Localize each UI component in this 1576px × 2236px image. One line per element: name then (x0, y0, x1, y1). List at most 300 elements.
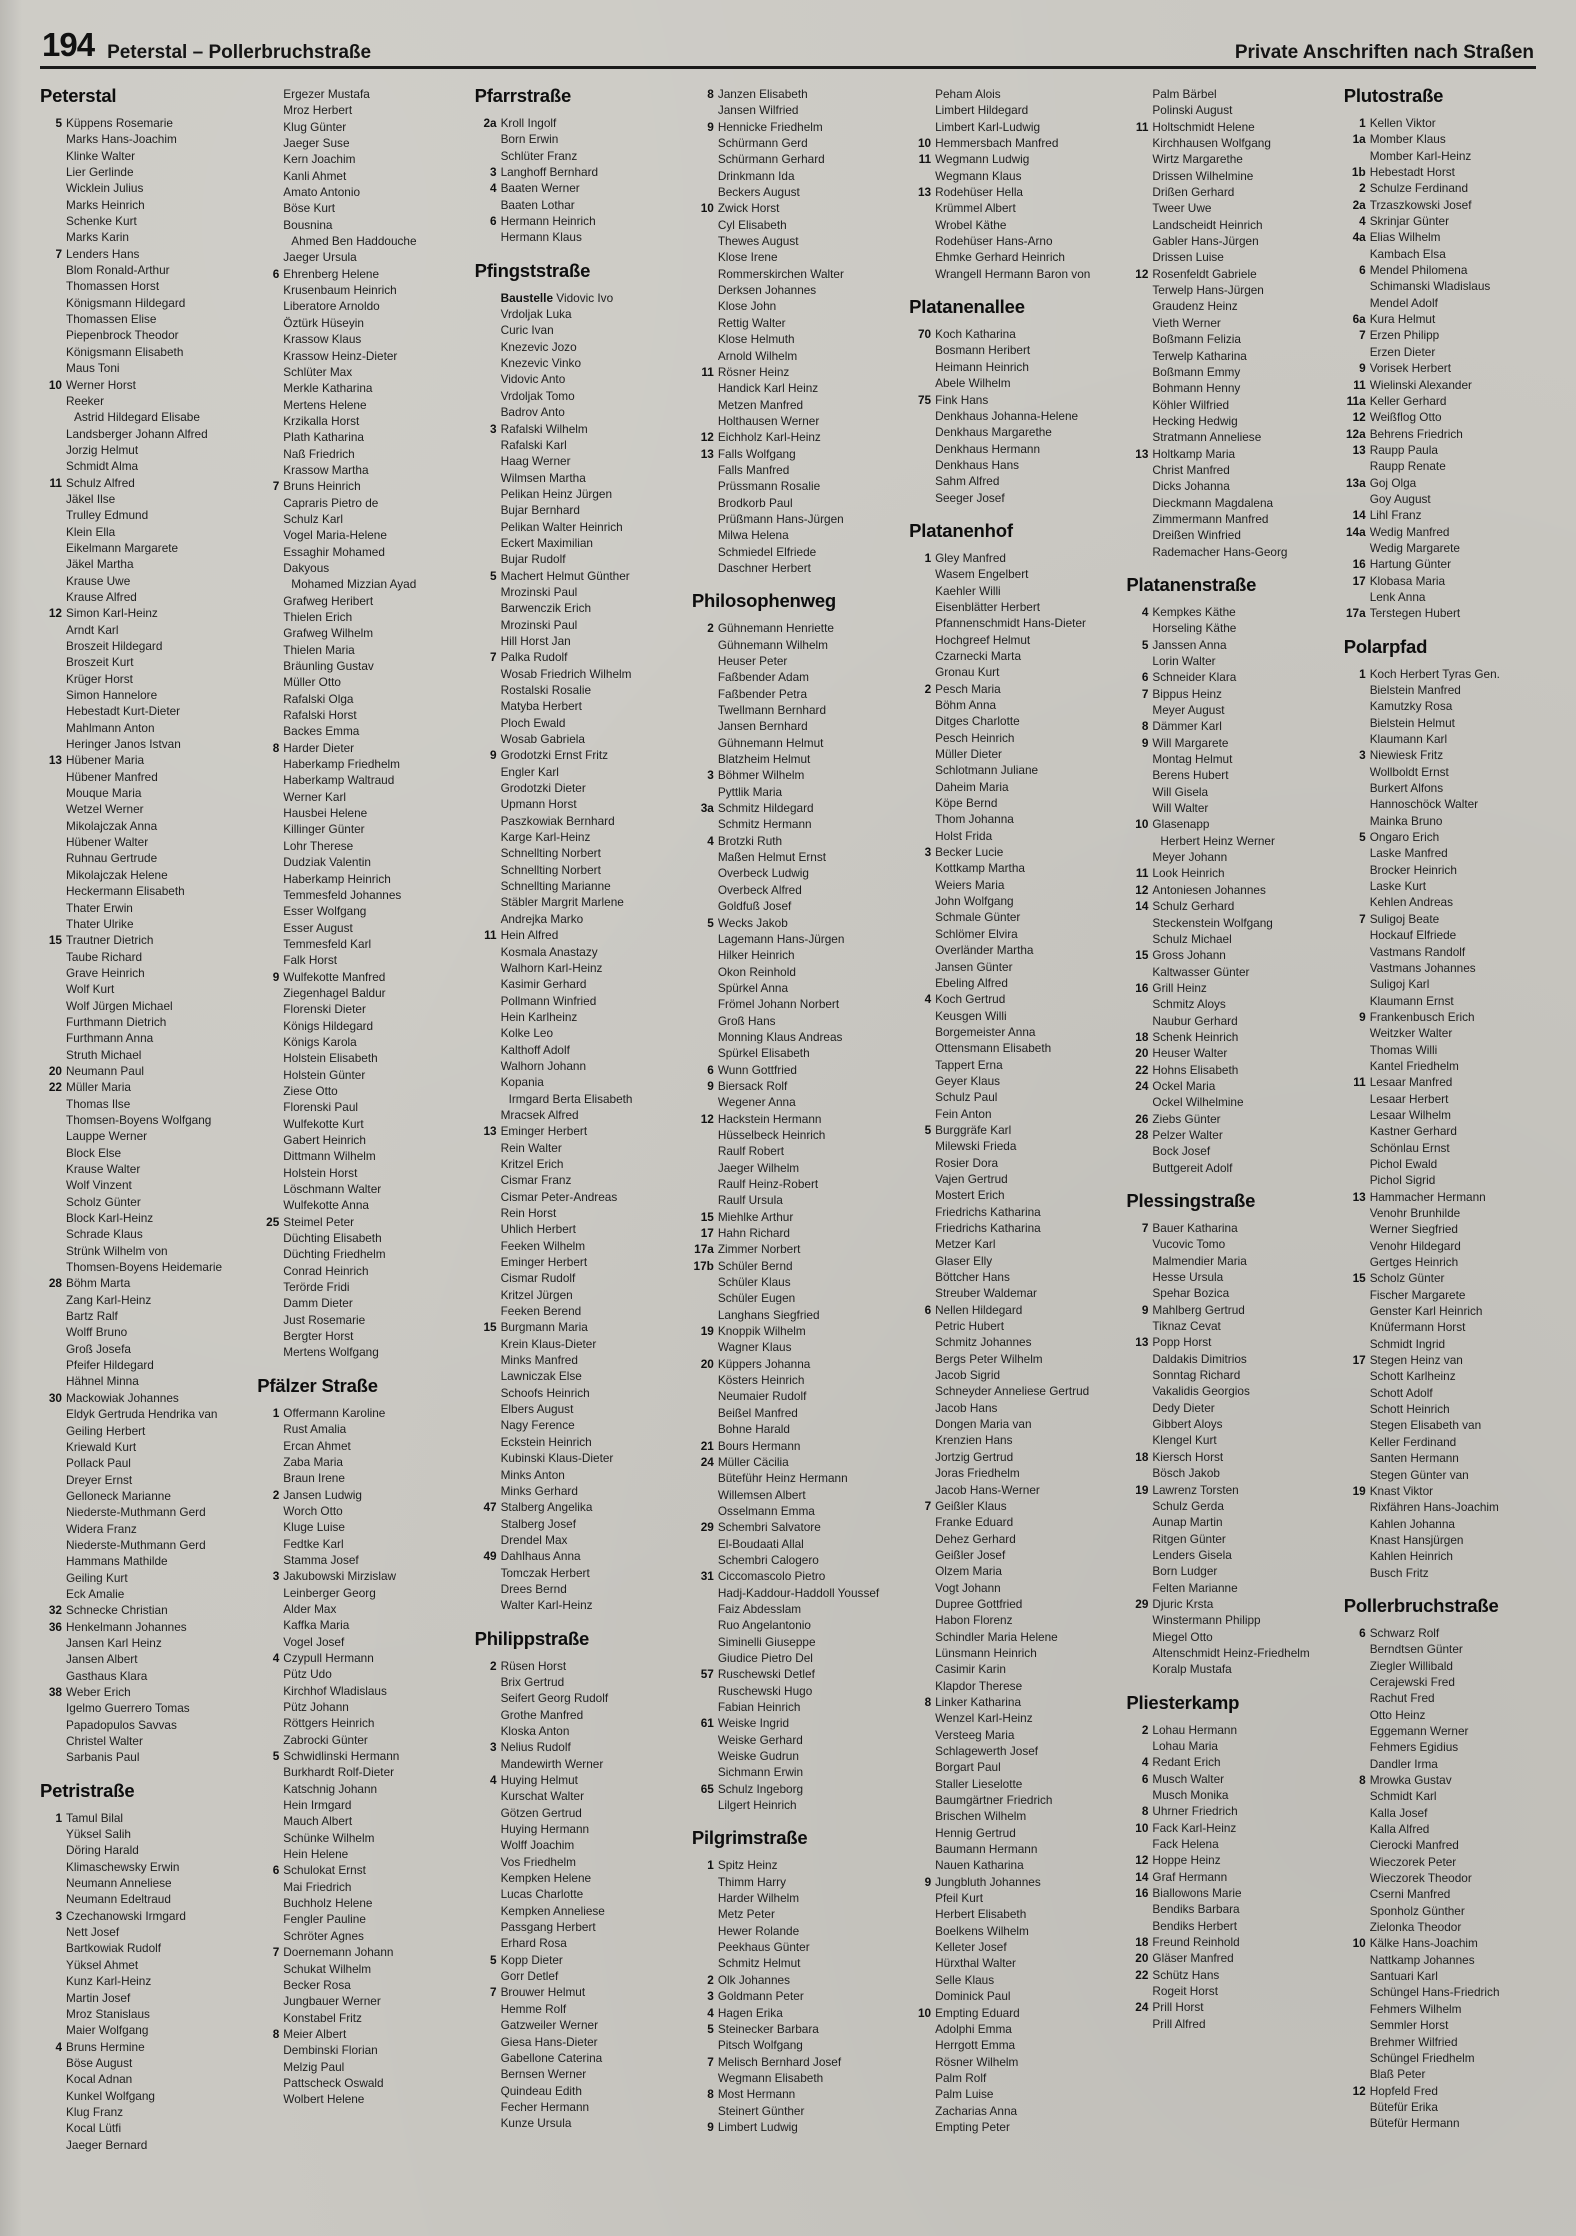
resident-name: Rein Horst (500, 1206, 557, 1220)
resident-name: Harder Wilhelm (717, 1891, 800, 1906)
house-number: 8 (1359, 1773, 1366, 1787)
directory-entry (1126, 1885, 1330, 1901)
resident-name: Mostert Erich (935, 1188, 1005, 1203)
resident-name: Kirchhof Wladislaus (283, 1683, 387, 1698)
directory-entry (692, 266, 896, 282)
directory-entry (692, 119, 896, 135)
resident-name: Wrobel Käthe (935, 217, 1007, 232)
resident-name: Klose Irene (717, 250, 778, 265)
resident-name: Schnellting Norbert (500, 846, 601, 861)
resident-name: Pesch Maria (935, 681, 1001, 696)
directory-entry (257, 315, 461, 331)
resident-name: Geyer Klaus (935, 1073, 1001, 1088)
resident-name: Krzikalla Horst (283, 413, 360, 428)
directory-entry (475, 1189, 679, 1205)
directory-entry (1126, 1013, 1330, 1029)
house-number: 6 (707, 1062, 714, 1077)
resident-name: Ottensmann Elisabeth (935, 1041, 1052, 1056)
resident-name: Drinkmann Ida (717, 168, 795, 183)
resident-name: Montag Helmut (1152, 752, 1233, 767)
directory-entry (1126, 364, 1330, 380)
resident-name: Kolke Leo (500, 1026, 554, 1041)
directory-entry (909, 1890, 1113, 1906)
resident-name: Elias Wilhelm (1369, 230, 1441, 245)
directory-entry (1344, 1417, 1548, 1433)
resident-name: Erzen Philipp (1369, 328, 1440, 343)
directory-entry (40, 622, 244, 638)
directory-entry (909, 599, 1113, 615)
directory-entry (1126, 1629, 1330, 1645)
directory-entry (475, 1221, 679, 1237)
directory-entry (40, 1047, 244, 1063)
directory-entry (1344, 1172, 1548, 1188)
resident-name: Zabrocki Günter (283, 1732, 368, 1747)
house-number: 13 (700, 446, 714, 461)
resident-name: Eggemann Werner (1369, 1723, 1469, 1738)
directory-entry (1126, 1612, 1330, 1628)
directory-entry (257, 1536, 461, 1552)
directory-column-5 (909, 86, 1113, 2228)
resident-name: Mroz Herbert (283, 103, 353, 118)
directory-entry (1344, 1238, 1548, 1254)
resident-name: Döring Harald (66, 1843, 139, 1858)
resident-name: Graf Hermann (1152, 1869, 1228, 1884)
directory-entry (40, 1619, 244, 1635)
directory-entry (1344, 1565, 1548, 1581)
resident-name: Piepenbrock Theodor (66, 328, 179, 343)
house-number: 7 (707, 2054, 714, 2069)
directory-entry (257, 1961, 461, 1977)
resident-name: Popp Horst (1152, 1335, 1212, 1350)
resident-name: Maier Wolfgang (66, 2023, 149, 2038)
directory-entry (1344, 1467, 1548, 1483)
directory-entry (475, 1009, 679, 1025)
directory-entry (40, 801, 244, 817)
house-number: 32 (48, 1603, 62, 1618)
resident-name: Braun Irene (283, 1471, 345, 1486)
directory-entry (692, 298, 896, 314)
resident-name: Königsmann Elisabeth (66, 344, 184, 359)
directory-entry (1344, 1025, 1548, 1041)
directory-entry (692, 331, 896, 347)
directory-entry (909, 441, 1113, 457)
directory-entry (475, 1707, 679, 1723)
directory-entry (40, 1940, 244, 1956)
resident-name: Klose John (717, 299, 777, 314)
resident-name: Goldmann Peter (717, 1989, 804, 2004)
directory-entry (257, 348, 461, 364)
resident-name: Schrade Klaus (66, 1227, 143, 1242)
resident-name: Klengel Kurt (1152, 1433, 1217, 1448)
resident-name: Merkle Katharina (283, 381, 373, 396)
resident-name: Wollboldt Ernst (1369, 764, 1449, 779)
resident-name: Wilmsen Martha (500, 470, 586, 485)
directory-entry (475, 421, 679, 437)
resident-name: Kritzel Jürgen (500, 1287, 573, 1302)
house-number: 11 (1135, 866, 1149, 881)
directory-entry (1344, 1886, 1548, 1902)
directory-entry (257, 1748, 461, 1764)
directory-entry (40, 1341, 244, 1357)
house-number: 8 (924, 1694, 932, 1709)
street-heading: Petristraße (40, 1779, 135, 1801)
directory-entry (257, 2075, 461, 2091)
resident-name: Yüksel Ahmet (66, 1957, 139, 1972)
resident-name: Faßbender Petra (717, 686, 808, 701)
directory-entry (909, 550, 1113, 566)
resident-name: Schneyder Anneliese Gertrud (935, 1384, 1090, 1399)
resident-name: Bütefür Hermann (1369, 2116, 1460, 2131)
resident-name: Ziebs Günter (1152, 1111, 1221, 1126)
directory-entry (475, 1886, 679, 1902)
resident-name: Overbeck Ludwig (717, 866, 809, 881)
resident-name: Berndtsen Günter (1369, 1642, 1463, 1657)
directory-entry (475, 2115, 679, 2131)
resident-name: Jacob Sigrid (935, 1368, 1001, 1383)
directory-entry (1344, 1156, 1548, 1172)
directory-entry (475, 1123, 679, 1139)
directory-entry (909, 1171, 1113, 1187)
resident-name: Schlömer Elvira (935, 926, 1018, 941)
resident-name: Glasenapp (1152, 817, 1210, 832)
resident-name: Fink Hans (935, 392, 989, 407)
directory-entry (1126, 1160, 1330, 1176)
directory-entry (1126, 380, 1330, 396)
resident-name: Nauen Katharina (935, 1858, 1024, 1873)
directory-entry (257, 593, 461, 609)
resident-name: Schneider Klara (1152, 670, 1237, 685)
resident-name: Jansen Albert (66, 1652, 138, 1667)
house-number: 4 (1141, 604, 1149, 619)
resident-name: Steimel Peter (283, 1214, 355, 1229)
directory-entry (40, 1210, 244, 1226)
directory-entry (475, 2066, 679, 2082)
directory-entry (475, 322, 679, 338)
resident-name: Mracsek Alfred (500, 1107, 579, 1122)
directory-entry (909, 713, 1113, 729)
directory-entry (475, 2083, 679, 2099)
resident-name: Simon Karl-Heinz (66, 606, 158, 621)
resident-name: Vakalidis Georgios (1152, 1384, 1250, 1399)
directory-entry (257, 1846, 461, 1862)
resident-name: Damm Dieter (283, 1296, 353, 1311)
resident-name: Schmitz Hermann (717, 817, 812, 832)
resident-name: Zimmermann Manfred (1152, 511, 1269, 526)
resident-name: Broszeit Hildegard (66, 639, 163, 653)
resident-name: Öztürk Hüseyin (283, 315, 364, 330)
resident-name: Osselmann Emma (717, 1503, 815, 1518)
house-number: 7 (272, 479, 280, 494)
directory-entry (257, 838, 461, 854)
resident-name: Kunkel Wolfgang (66, 2088, 155, 2103)
directory-entry (257, 560, 461, 576)
resident-name: Florenski Paul (283, 1100, 359, 1115)
directory-entry (1344, 573, 1548, 589)
resident-name: Kubinski Klaus-Dieter (500, 1451, 614, 1466)
directory-entry (1126, 1836, 1330, 1852)
resident-name: Boßmann Felizia (1152, 332, 1241, 347)
directory-entry (1126, 527, 1330, 543)
directory-entry (909, 615, 1113, 631)
directory-entry (909, 375, 1113, 391)
resident-name: Wenzel Karl-Heinz (935, 1711, 1033, 1726)
resident-name: Ockel Wilhelmine (1152, 1095, 1244, 1110)
directory-entry (40, 1957, 244, 1973)
directory-entry (1344, 2115, 1548, 2131)
directory-entry (692, 560, 896, 576)
resident-name: Katschnig Johann (283, 1781, 378, 1796)
directory-entry (909, 1661, 1113, 1677)
resident-name: Killinger Günter (283, 822, 365, 837)
resident-name: Metz Peter (717, 1907, 775, 1922)
resident-name: Stamma Josef (283, 1552, 359, 1567)
directory-entry (692, 544, 896, 560)
directory-entry (1344, 1821, 1548, 1837)
house-number: 14 (1135, 1869, 1149, 1884)
resident-name: Sahm Alfred (935, 474, 1000, 489)
directory-entry (40, 540, 244, 556)
directory-entry (257, 723, 461, 739)
directory-entry (909, 1106, 1113, 1122)
directory-entry (1126, 865, 1330, 881)
resident-name: Koch Gertrud (935, 992, 1006, 1007)
directory-entry (692, 1585, 896, 1601)
resident-name: Mendel Philomena (1369, 263, 1468, 278)
resident-name: Gühnemann Henriette (717, 621, 834, 636)
resident-name: Mandewirth Werner (500, 1756, 604, 1771)
directory-entry (692, 1258, 896, 1274)
directory-entry (40, 1439, 244, 1455)
resident-name: Drees Bernd (500, 1581, 567, 1596)
resident-name: Herbert Elisabeth (935, 1907, 1027, 1922)
resident-name: Burggräfe Karl (935, 1122, 1012, 1137)
resident-name: Geißler Klaus (935, 1498, 1007, 1513)
directory-entry (1344, 2017, 1548, 2033)
directory-entry (909, 795, 1113, 811)
directory-entry (475, 1270, 679, 1286)
directory-entry (257, 1344, 461, 1360)
resident-name: Lesaar Wilhelm (1369, 1107, 1451, 1122)
house-number: 5 (490, 568, 497, 583)
directory-entry (257, 1328, 461, 1344)
directory-entry (692, 1906, 896, 1922)
resident-name: Mertens Helene (283, 397, 367, 412)
resident-name: Terwelp Katharina (1152, 348, 1247, 363)
directory-entry (909, 1204, 1113, 1220)
house-number: 16 (1352, 557, 1366, 572)
resident-name: Vos Friedhelm (500, 1854, 576, 1869)
directory-entry (257, 936, 461, 952)
directory-entry (1126, 1029, 1330, 1045)
directory-entry (1344, 911, 1548, 927)
resident-name: Schütz Hans (1152, 1967, 1220, 1982)
resident-name: Lagemann Hans-Jürgen (717, 931, 845, 946)
directory-entry (1344, 764, 1548, 780)
house-number: 49 (483, 1549, 497, 1564)
resident-name: Cismar Rudolf (500, 1271, 576, 1286)
resident-name: Kamutzky Rosa (1369, 699, 1453, 714)
directory-entry (40, 1684, 244, 1700)
house-number: 6 (1141, 1771, 1149, 1786)
directory-entry (1126, 653, 1330, 669)
resident-name: Friedrichs Katharina (935, 1221, 1041, 1235)
resident-name: Wieczorek Peter (1369, 1854, 1457, 1869)
resident-name: Bujar Rudolf (500, 552, 566, 567)
directory-entry (257, 1083, 461, 1099)
resident-name: Haag Werner (500, 454, 571, 469)
resident-name: Mrozinski Paul (500, 617, 578, 632)
resident-name: Wegmann Klaus (935, 168, 1022, 183)
resident-name: Schürmann Gerhard (717, 152, 825, 167)
resident-name: Dembinski Florian (283, 2043, 378, 2058)
resident-name: Born Erwin (500, 132, 559, 147)
directory-entry (1126, 1449, 1330, 1465)
house-number: 13 (918, 185, 932, 200)
directory-entry (909, 566, 1113, 582)
resident-name: Widera Franz (66, 1521, 137, 1536)
directory-entry (257, 1862, 461, 1878)
resident-name: Ploch Ewald (500, 715, 566, 730)
directory-entry (475, 1467, 679, 1483)
resident-name: Pfeifer Hildegard (66, 1358, 154, 1373)
resident-name: Schulz Alfred (66, 475, 135, 490)
resident-name: Gelloneck Marianne (66, 1488, 171, 1503)
resident-name: Mouque Maria (66, 786, 142, 801)
resident-name: Kopp Dieter (500, 1952, 563, 1967)
house-number: 14a (1346, 524, 1366, 539)
directory-entry (257, 1001, 461, 1017)
resident-name: Falk Horst (283, 953, 338, 968)
resident-name: Vidovic Anto (500, 372, 566, 387)
directory-entry (692, 882, 896, 898)
directory-entry (1344, 327, 1548, 343)
directory-entry (1126, 478, 1330, 494)
directory-entry (257, 413, 461, 429)
directory-entry (692, 2005, 896, 2021)
directory-entry (40, 458, 244, 474)
directory-entry (692, 364, 896, 380)
directory-entry (1126, 1918, 1330, 1934)
directory-entry (40, 213, 244, 229)
directory-entry (475, 131, 679, 147)
directory-entry (40, 720, 244, 736)
resident-name: Walter Karl-Heinz (500, 1598, 593, 1613)
resident-name: Bergs Peter Wilhelm (935, 1351, 1043, 1366)
directory-entry (909, 1008, 1113, 1024)
directory-entry (475, 1772, 679, 1788)
resident-name: Igelmo Guerrero Tomas (66, 1701, 190, 1716)
directory-entry (40, 1651, 244, 1667)
resident-name: Schüler Eugen (717, 1291, 796, 1306)
directory-entry (40, 491, 244, 507)
directory-entry (1126, 800, 1330, 816)
resident-name: Pitsch Wolfgang (717, 2038, 803, 2053)
resident-name: Capraris Pietro de (283, 495, 379, 510)
directory-column-6 (1126, 86, 1330, 2228)
directory-entry (1344, 1254, 1548, 1270)
directory-entry (40, 818, 244, 834)
directory-entry (475, 115, 679, 131)
directory-entry (692, 1470, 896, 1486)
directory-entry (40, 1990, 244, 2006)
resident-name: Holstein Elisabeth (283, 1051, 378, 1066)
resident-name: Dahlhaus Anna (500, 1549, 581, 1564)
resident-name: Kocal Adnan (66, 2072, 133, 2087)
resident-name: Ehmke Gerhard Heinrich (935, 250, 1065, 265)
resident-name: Busch Fritz (1369, 1565, 1429, 1580)
directory-entry (1126, 1934, 1330, 1950)
directory-entry (1344, 442, 1548, 458)
directory-entry (692, 669, 896, 685)
resident-name: Daschner Herbert (717, 560, 811, 575)
resident-name: Curic Ivan (500, 323, 554, 338)
resident-name: Weiers Maria (935, 877, 1005, 892)
resident-name: Franke Eduard (935, 1515, 1014, 1530)
resident-name: Hilker Heinrich (717, 948, 795, 963)
directory-entry (909, 1089, 1113, 1105)
house-number: 3 (1359, 748, 1366, 763)
resident-name: Klug Günter (283, 119, 347, 134)
resident-name: Krause Alfred (66, 589, 137, 604)
directory-entry (475, 764, 679, 780)
resident-name: Joras Friedhelm (935, 1466, 1020, 1481)
resident-name: Aunap Martin (1152, 1515, 1223, 1530)
directory-entry (692, 1797, 896, 1813)
resident-name: Koch Katharina (935, 327, 1016, 342)
directory-entry (40, 900, 244, 916)
directory-entry (1344, 1091, 1548, 1107)
directory-entry (692, 1764, 896, 1780)
house-number: 30 (48, 1390, 62, 1405)
resident-name: Zielonka Theodor (1369, 1920, 1462, 1935)
resident-name: Esser Wolfgang (283, 904, 367, 919)
directory-entry (475, 1968, 679, 1984)
directory-entry (257, 1067, 461, 1083)
directory-entry (692, 1955, 896, 1971)
directory-entry (1126, 702, 1330, 718)
resident-name: Arndt Karl (66, 622, 119, 637)
resident-name: Vucovic Tomo (1152, 1237, 1226, 1252)
resident-name: Rafalski Olga (283, 691, 354, 706)
directory-entry (692, 2037, 896, 2053)
house-number: 11a (1346, 393, 1366, 408)
resident-name: Böhmer Wilhelm (717, 768, 805, 783)
directory-entry (40, 998, 244, 1014)
resident-name: Schüngel Hans-Friedrich (1369, 1985, 1500, 2000)
directory-entry (1344, 731, 1548, 747)
directory-entry (1344, 1919, 1548, 1935)
resident-name: Geiling Kurt (66, 1570, 128, 1585)
directory-entry (475, 976, 679, 992)
directory-entry (40, 327, 244, 343)
resident-name: Prill Alfred (1152, 2016, 1206, 2031)
resident-name: Weißflog Otto (1369, 410, 1442, 425)
directory-entry (1126, 882, 1330, 898)
house-number: 2 (1359, 181, 1366, 196)
directory-entry (475, 1903, 679, 1919)
directory-entry (475, 813, 679, 829)
directory-entry (909, 762, 1113, 778)
resident-name: Lihl Franz (1369, 508, 1422, 523)
directory-entry (257, 1683, 461, 1699)
directory-entry (257, 1617, 461, 1633)
house-number: 13a (1346, 475, 1366, 490)
directory-entry (475, 404, 679, 420)
directory-entry (1126, 1143, 1330, 1159)
directory-entry (40, 115, 244, 131)
directory-entry (1344, 993, 1548, 1009)
directory-entry (909, 392, 1113, 408)
